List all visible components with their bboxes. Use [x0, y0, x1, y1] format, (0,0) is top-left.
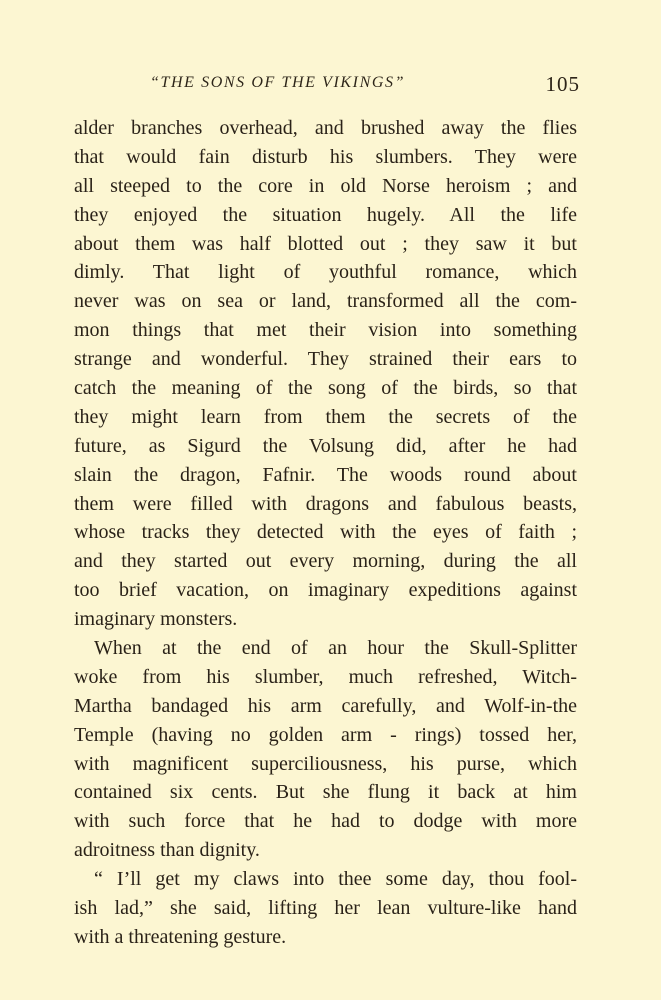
text-line: with such force that he had to dodge with more: [74, 810, 577, 833]
text-line: imaginary monsters.: [74, 608, 238, 631]
text-line: with a threatening gesture.: [74, 925, 287, 948]
text-line: strange and wonderful. They strained their ears to: [74, 348, 577, 371]
text-line: contained six cents. But she flung it back at him: [74, 781, 577, 804]
text-line: “ I’ll get my claws into thee some day, thou fool-: [94, 868, 577, 891]
body-text: [74, 114, 577, 952]
text-line: When at the end of an hour the Skull-Splitter: [94, 637, 577, 660]
text-line: mon things that met their vision into something: [74, 319, 577, 342]
text-line: woke from his slumber, much refreshed, Witch-: [74, 665, 577, 688]
text-line: never was on sea or land, transformed all the com-: [74, 290, 577, 313]
text-line: catch the meaning of the song of the birds, so that: [74, 377, 577, 400]
text-line: with magnificent superciliousness, his purse, which: [74, 752, 577, 775]
text-line: ish lad,” she said, lifting her lean vulture-like hand: [74, 897, 577, 920]
text-line: too brief vacation, on imaginary expeditions against: [74, 579, 577, 602]
text-line: they enjoyed the situation hugely. All the life: [74, 203, 577, 226]
text-line: Martha bandaged his arm carefully, and Wolf-in-the: [74, 694, 577, 717]
text-line: them were filled with dragons and fabulous beasts,: [74, 492, 577, 515]
text-line: future, as Sigurd the Volsung did, after he had: [74, 434, 577, 457]
running-title: “THE SONS OF THE VIKINGS”: [150, 74, 406, 91]
text-line: Temple (having no golden arm - rings) tossed her,: [74, 723, 577, 746]
text-line: alder branches overhead, and brushed away the flies: [74, 117, 577, 139]
text-line: all steeped to the core in old Norse heroism ; and: [74, 174, 577, 197]
text-line: whose tracks they detected with the eyes of faith ;: [74, 521, 577, 544]
text-line: adroitness than dignity.: [74, 839, 260, 862]
running-head: [150, 72, 580, 98]
text-line: slain the dragon, Fafnir. The woods round about: [74, 463, 577, 486]
text-line: they might learn from them the secrets of the: [74, 405, 577, 428]
page-number: 105: [545, 72, 580, 96]
text-line: and they started out every morning, during the all: [74, 550, 577, 573]
text-line: about them was half blotted out ; they saw it but: [74, 232, 577, 255]
text-line: that would fain disturb his slumbers. They were: [74, 145, 577, 168]
text-line: dimly. That light of youthful romance, which: [74, 261, 577, 284]
